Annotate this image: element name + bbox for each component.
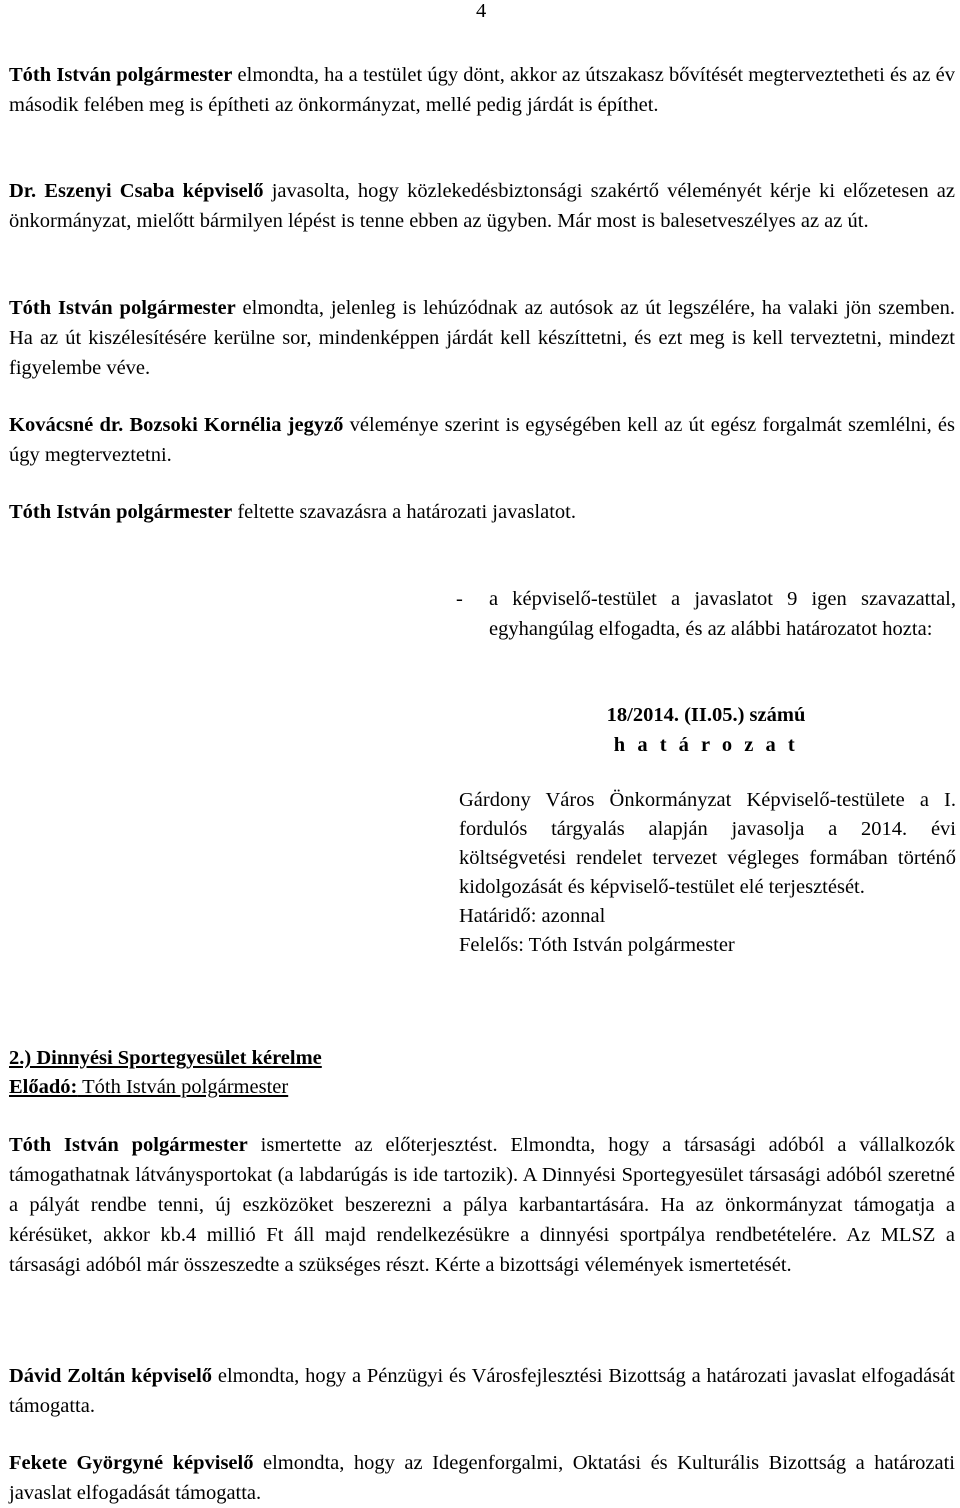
speaker-name: Tóth István polgármester: [9, 1134, 248, 1156]
list-dash: -: [456, 588, 463, 610]
page-number: 4: [476, 0, 487, 22]
paragraph-text: ismertette az előterjesztést. Elmondta, hogy a társasági adóból a vállalkozók támogathatnak látványsportokat (a labdarúgás is ide tartozik). A Dinnyési Sportegyesület társasági adóból szeretné a pályát rendbe tenni, új eszközöket beszerezni a pálya karbantartására. Ha az önkormányzat támogatja a kérésüket, akkor kb.4 millió Ft áll majd rendelkezésükre a dinnyési sportpálya rendbetételére. Az MLSZ a társasági adóból már összeszedte a szükséges részt. Kérte a bizottsági vélemények ismertetését.: [9, 1134, 955, 1276]
speaker-name: Tóth István polgármester: [9, 501, 233, 523]
resolution-body: [459, 786, 956, 960]
resolution-number: 18/2014. (II.05.) számú: [606, 704, 806, 726]
resolution-title: [456, 730, 956, 760]
vote-result: [456, 584, 956, 644]
paragraph-mayor-2: [9, 293, 955, 383]
agenda-item-title: [9, 1043, 322, 1073]
paragraph-text: feltette szavazásra a határozati javaslatot.: [232, 501, 576, 523]
speaker-name: Dr. Eszenyi Csaba képviselő: [9, 180, 264, 202]
paragraph-mayor-3: [9, 497, 955, 527]
speaker-name: Kovácsné dr. Bozsoki Kornélia jegyző: [9, 414, 344, 436]
paragraph-eszenyi: [9, 176, 955, 236]
paragraph-david: [9, 1361, 955, 1421]
presenter-label: Előadó:: [9, 1076, 78, 1098]
paragraph-mayor-1: [9, 60, 955, 120]
paragraph-text: elmondta, hogy az Idegenforgalmi, Oktatási és Kulturális Bizottság a határozati javaslat elfogadását támogatta.: [9, 1452, 956, 1504]
paragraph-text: javasolta, hogy közlekedésbiztonsági szakértő véleményét kérje ki előzetesen az önkormányzat, mielőtt bármilyen lépést is tenne ebben az ügyben. Már most is balesetveszélyes az az út.: [9, 180, 955, 232]
resolution-responsible: Felelős: Tóth István polgármester: [459, 934, 735, 956]
agenda-item-presenter: [9, 1072, 288, 1102]
paragraph-mayor-4: [9, 1130, 955, 1280]
speaker-name: Tóth István polgármester: [9, 297, 236, 319]
speaker-name: Fekete Györgyné képviselő: [9, 1452, 254, 1474]
agenda-item-heading: 2.) Dinnyési Sportegyesület kérelme: [9, 1047, 322, 1069]
paragraph-notary: [9, 410, 955, 470]
speaker-name: Dávid Zoltán képviselő: [9, 1365, 213, 1387]
paragraph-text: elmondta, jelenleg is lehúzódnak az autósok az út legszélére, ha valaki jön szemben. Ha az út kiszélesítésére kerülne sor, mindenképpen járdát kell készíttetni, és ezt meg is kell terveztetni, mindezt figyelembe véve.: [9, 297, 955, 379]
resolution-title-text: h a t á r o z a t: [613, 734, 799, 756]
paragraph-text: elmondta, ha a testület úgy dönt, akkor az útszakasz bővítését megterveztetheti és az év második felében meg is építheti az önkormányzat, mellé pedig járdát is építhet.: [9, 64, 955, 116]
presenter-name: Tóth István polgármester: [77, 1076, 289, 1098]
resolution-text: Gárdony Város Önkormányzat Képviselő-testülete a I. fordulós tárgyalás alapján javasolja a 2014. évi költségvetési rendelet tervezet végleges formában történő kidolgozását és képviselő-testület elé terjesztését.: [459, 789, 956, 898]
speaker-name: Tóth István polgármester: [9, 64, 233, 86]
resolution-deadline: Határidő: azonnal: [459, 905, 606, 927]
paragraph-text: elmondta, hogy a Pénzügyi és Városfejlesztési Bizottság a határozati javaslat elfogadását támogatta.: [9, 1365, 955, 1417]
vote-text: a képviselő-testület a javaslatot 9 igen szavazattal, egyhangúlag elfogadta, és az alábbi határozatot hozta:: [489, 588, 956, 640]
paragraph-text: véleménye szerint is egységében kell az út egész forgalmát szemlélni, és úgy megterveztetni.: [9, 414, 955, 466]
paragraph-fekete: [9, 1448, 955, 1508]
